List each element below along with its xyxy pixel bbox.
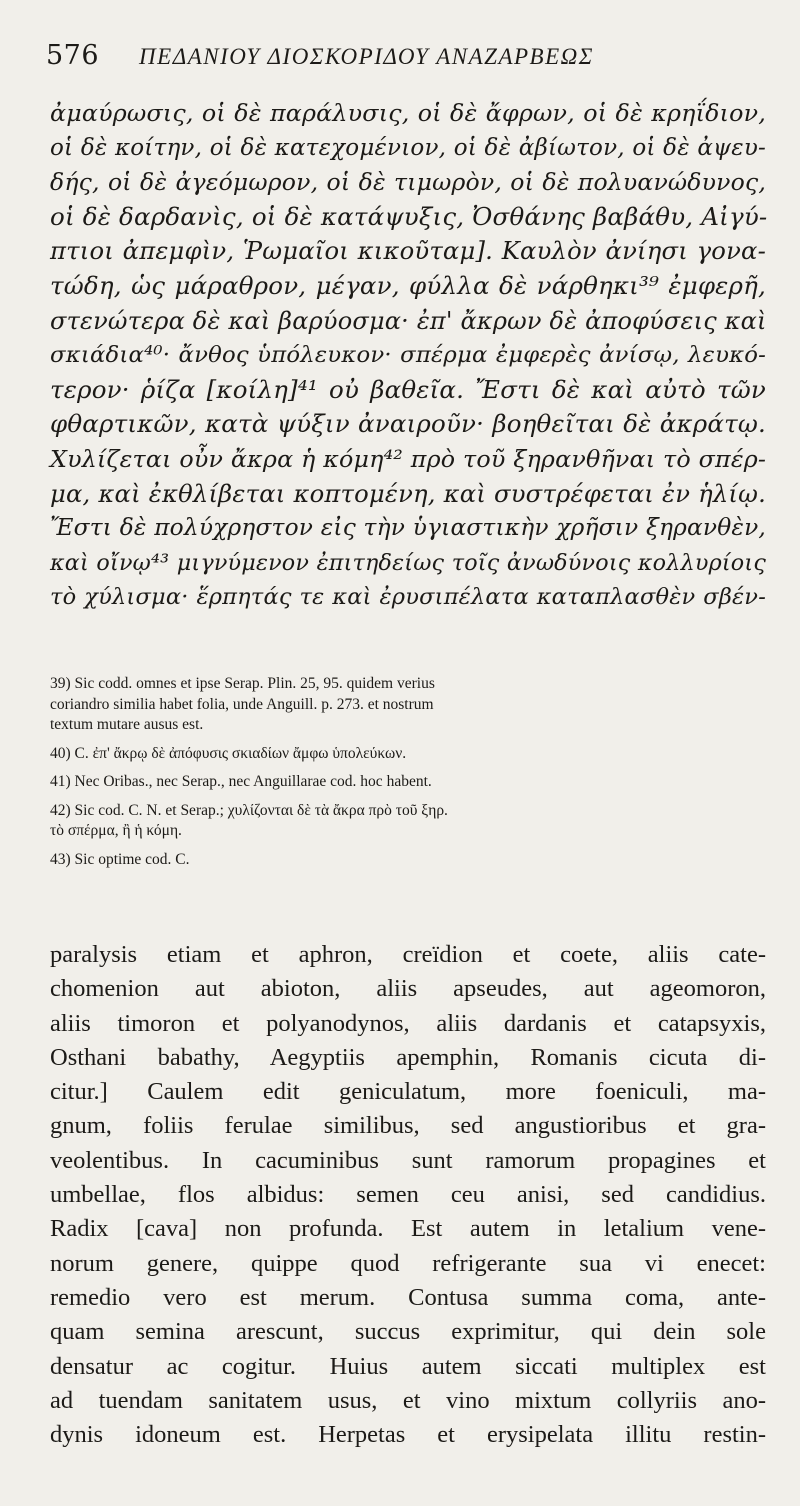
greek-line: πτιοι ἀπεμφὶν, Ῥωμαῖοι κικοῦταμ]. Καυλὸν ἀνίησι γονα-: [50, 236, 766, 266]
latin-line: gnum, foliis ferulae similibus, sed angustioribus et gra-: [50, 1112, 766, 1140]
latin-line: Radix [cava] non profunda. Est autem in letalium vene-: [50, 1215, 766, 1243]
greek-line: δής, οἱ δὲ ἀγεόμωρον, οἱ δὲ τιμωρὸν, οἱ δὲ πολυανώδυνος,: [50, 168, 766, 197]
footnotes: [50, 674, 766, 870]
greek-line: σκιάδια⁴⁰· ἄνθος ὑπόλευκον· σπέρμα ἐμφερὲς ἀνίσῳ, λευκό-: [50, 342, 766, 369]
footnote-43: 43) Sic optime cod. C.: [50, 850, 190, 868]
latin-line: dynis idoneum est. Herpetas et erysipelata illitu restin-: [50, 1421, 766, 1449]
latin-line: remedio vero est merum. Contusa summa coma, ante-: [50, 1283, 766, 1311]
latin-line: paralysis etiam et aphron, creïdion et coete, aliis cate-: [50, 941, 766, 968]
latin-text-block: [50, 938, 766, 1452]
greek-text-block: [50, 96, 766, 615]
greek-line: οἱ δὲ κοίτην, οἱ δὲ κατεχομένιον, οἱ δὲ ἀβίωτον, οἱ δὲ ἀψευ-: [50, 134, 766, 161]
greek-line: τὸ χύλισμα· ἕρπητάς τε καὶ ἐρυσιπέλατα καταπλασθὲν σβέν-: [50, 584, 766, 611]
latin-line: chomenion aut abioton, aliis apseudes, aut ageomoron,: [50, 975, 766, 1003]
latin-line: ad tuendam sanitatem usus, et vino mixtum collyriis ano-: [50, 1386, 766, 1414]
latin-line: umbellae, flos albidus: semen ceu anisi, sed candidius.: [50, 1181, 766, 1209]
latin-line: veolentibus. In cacuminibus sunt ramorum propagines et: [50, 1146, 766, 1174]
latin-line: Osthani babathy, Aegyptiis apemphin, Romanis cicuta di-: [50, 1043, 766, 1071]
footnote-39-cont: textum mutare ausus est.: [50, 716, 204, 733]
running-title: ΠΕΔΑΝΙΟΥ ΔΙΟΣΚΟΡΙΔΟΥ ΑΝΑΖΑΡΒΕΩΣ: [139, 44, 594, 69]
page-header: [46, 40, 766, 80]
footnote-42: 42) Sic cod. C. N. et Serap.; χυλίζονται δὲ τὰ ἄκρα πρὸ τοῦ ξηρ.: [50, 801, 448, 819]
greek-line: φθαρτικῶν, κατὰ ψύξιν ἀναιροῦν· βοηθεῖται δὲ ἀκράτῳ.: [50, 409, 766, 439]
greek-line: καὶ οἴνῳ⁴³ μιγνύμενον ἐπιτηδείως τοῖς ἀνωδύνοις κολλυρίοις: [50, 549, 766, 576]
footnote-39: 39) Sic codd. omnes et ipse Serap. Plin. 25, 95. quidem verius: [50, 675, 435, 692]
greek-line: τώδη, ὡς μάραθρον, μέγαν, φύλλα δὲ νάρθηκι³⁹ ἐμφερῆ,: [50, 270, 766, 300]
greek-line: μα, καὶ ἐκθλίβεται κοπτομένη, καὶ συστρέφεται ἐν ἡλίῳ.: [50, 478, 766, 508]
latin-line: norum genere, quippe quod refrigerante sua vi enecet:: [50, 1249, 766, 1277]
page-number: 576: [46, 40, 100, 71]
footnote-42-cont: τὸ σπέρμα, ἢ ἡ κόμη.: [50, 822, 182, 839]
footnote-41: 41) Nec Oribas., nec Serap., nec Anguillarae cod. hoc habent.: [50, 773, 432, 790]
latin-line: citur.] Caulem edit geniculatum, more foeniculi, ma-: [50, 1078, 766, 1106]
latin-line: quam semina arescunt, succus exprimitur, qui dein sole: [50, 1318, 766, 1346]
greek-line: Ἔστι δὲ πολύχρηστον εἰς τὴν ὑγιαστικὴν χρῆσιν ξηρανθὲν,: [50, 514, 766, 542]
greek-line: στενώτερα δὲ καὶ βαρύοσμα· ἐπ' ἄκρων δὲ ἀποφύσεις καὶ: [50, 306, 767, 335]
latin-line: densatur ac cogitur. Huius autem siccati multiplex est: [50, 1352, 766, 1380]
greek-line: Χυλίζεται οὖν ἄκρα ἡ κόμη⁴² πρὸ τοῦ ξηρανθῆναι τὸ σπέρ-: [50, 444, 767, 473]
footnote-39-cont: coriandro similia habet folia, unde Anguill. p. 273. et nostrum: [50, 695, 434, 713]
greek-line: ἀμαύρωσις, οἱ δὲ παράλυσις, οἱ δὲ ἄφρων, οἱ δὲ κρηΐδιον,: [50, 99, 766, 127]
latin-line: aliis timoron et polyanodynos, aliis dardanis et catapsyxis,: [50, 1009, 766, 1037]
greek-line: οἱ δὲ δαρδανὶς, οἱ δὲ κατάψυξις, Ὀσθάνης βαβάθυ, Αἰγύ-: [50, 201, 768, 231]
footnote-40: 40) C. ἐπ' ἄκρῳ δὲ ἀπόφυσις σκιαδίων ἄμφω ὑπολεύκων.: [50, 744, 407, 762]
greek-line: τερον· ῥίζα [κοίλη]⁴¹ οὐ βαθεῖα. Ἔστι δὲ καὶ αὐτὸ τῶν: [50, 374, 766, 404]
